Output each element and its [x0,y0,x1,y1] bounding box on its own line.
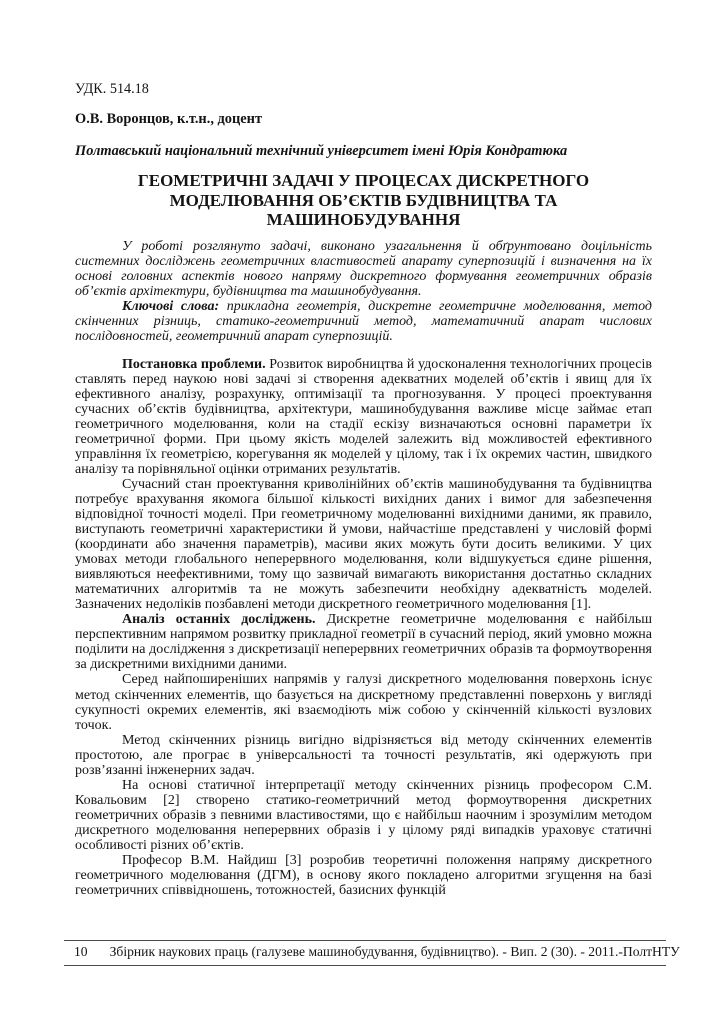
paragraph-text: Дискретне геометричне моделювання є найбільш перспективним напрямом розвитку прикладної геометрії в сучасний період, який умовно можна поділити на дослідження з дискретизації неперервних геометричних образів та формоутворення за дискретними вихідними даними. [75,612,652,673]
paragraph-text: Сучасний стан проектування криволінійних об’єктів машинобудування та будівництва потребує врахування якомога більшої кількості вихідних даних і вимог для забезпечення відповідної точності моделі. При геометричному моделюванні вихідними даними, як правило, виступають геометричні характеристики й умови, найчастіше представлені у числовій формі (координати або значення параметрів), масиви яких можуть бути досить великими. У цих умовах методи глобального неперервного моделювання, коли відшукується єдине рішення, виявляються неефективними, тому що зазвичай вимагають використання достатньо складних математичних алгоритмів та не можуть забезпечити необхідну адекватність моделей. Зазначених недоліків позбавлені методи дискретного геометричного моделювання [1]. [75,476,652,613]
page-number: 10 [74,944,88,959]
author-line: О.В. Воронцов, к.т.н., доцент [75,111,263,127]
body-paragraph [75,477,652,612]
paragraph-text: Професор В.М. Найдиш [3] розробив теоретичні положення напряму дискретного геометричного моделювання (ДГМ), в основу якого покладено алгоритми згущення на базі геометричних співвідношень, тотожностей, базисних функцій [75,853,652,899]
paragraph-text: Метод скінченних різниць вигідно відрізняється від методу скінченних елементів простотою, але програє в універсальності та точності результатів, які одержують при розв’язанні інженерних задач. [75,732,652,778]
article-title-line-1: ГЕОМЕТРИЧНІ ЗАДАЧІ У ПРОЦЕСАХ ДИСКРЕТНОГО [137,171,590,190]
page-footer [64,940,680,966]
body-paragraph [75,733,652,778]
paragraph-text: Розвиток виробництва й удосконалення технологічних процесів ставлять перед наукою нові задачі зі створення адекватних моделей об’єктів і явищ для їх ефективного аналізу, розрахунку, оптимізації та прогнозування. У процесі проектування сучасних об’єктів будівництва, архітектури, машинобудування важливе місце займає етап геометричного моделювання, коли на стадії ескізу визначаються основні параметри їх геометричної форми. При цьому якість моделей залежить від можливостей ефективного управління їх геометрією, корегування як моделей у цілому, так і їх окремих частин, швидкого аналізу та порівняльної оцінки отриманих результатів. [75,356,652,477]
article-title-line-3: МАШИНОБУДУВАННЯ [266,210,461,229]
keywords-label: Ключові слова: [122,298,220,314]
body-paragraph [75,778,652,853]
paragraph-lead: Аналіз останніх досліджень. [122,612,316,628]
paragraph-text: Серед найпоширеніших напрямів у галузі дискретного моделювання поверхонь існує метод скінченних елементів, що базується на дискретному представленні поверхонь у вигляді сукупності окремих елементів, які взаємодіють між собою у скінченній кількості вузлових точок. [75,672,652,733]
keywords-paragraph [75,299,652,344]
page-content [75,0,652,940]
article-body [75,357,652,899]
paragraph-text: На основі статичної інтерпретації методу скінченних різниць професором С.М. Ковальовим [2] створено статико-геометричний метод формоутворення дискретних геометричних образів з певними властивостями, що є найбільш наочним і зрозумілим методом дискретного моделювання неперервних образів і у цілому ряді випадків ураховує статичні особливості різних об’єктів. [75,777,652,853]
abstract-text: У роботі розглянуто задачі, виконано узагальнення й обґрунтовано доцільність системних досліджень геометричних властивостей апарату суперпозицій і визначення на їх основі головних аспектів нового напряму дискретного формування геометричних образів об’єктів архітектури, будівництва та машинобудування. [75,238,652,299]
affiliation-line: Полтавський національний технічний університет імені Юрія Кондратюка [75,143,568,159]
body-paragraph-problem-statement [75,357,652,477]
udc-number: УДК. 514.18 [75,81,149,97]
body-paragraph [75,853,652,898]
body-paragraph [75,672,652,732]
footer-text: Збірник наукових праць (галузеве машинобудування, будівництво). - Вип. 2 (30). - 2011.-ПолтНТУ [109,944,680,959]
body-paragraph-recent-research [75,612,652,672]
article-title [75,171,652,230]
paragraph-lead: Постановка проблеми. [122,356,266,372]
article-title-line-2: МОДЕЛЮВАННЯ ОБ’ЄКТІВ БУДІВНИЦТВА ТА [169,190,558,210]
keywords-text: прикладна геометрія, дискретне геометричне моделювання, метод скінченних різниць, статико-геометричний метод, математичний апарат числових послідовностей, геометричний апарат суперпозицій. [75,298,652,344]
